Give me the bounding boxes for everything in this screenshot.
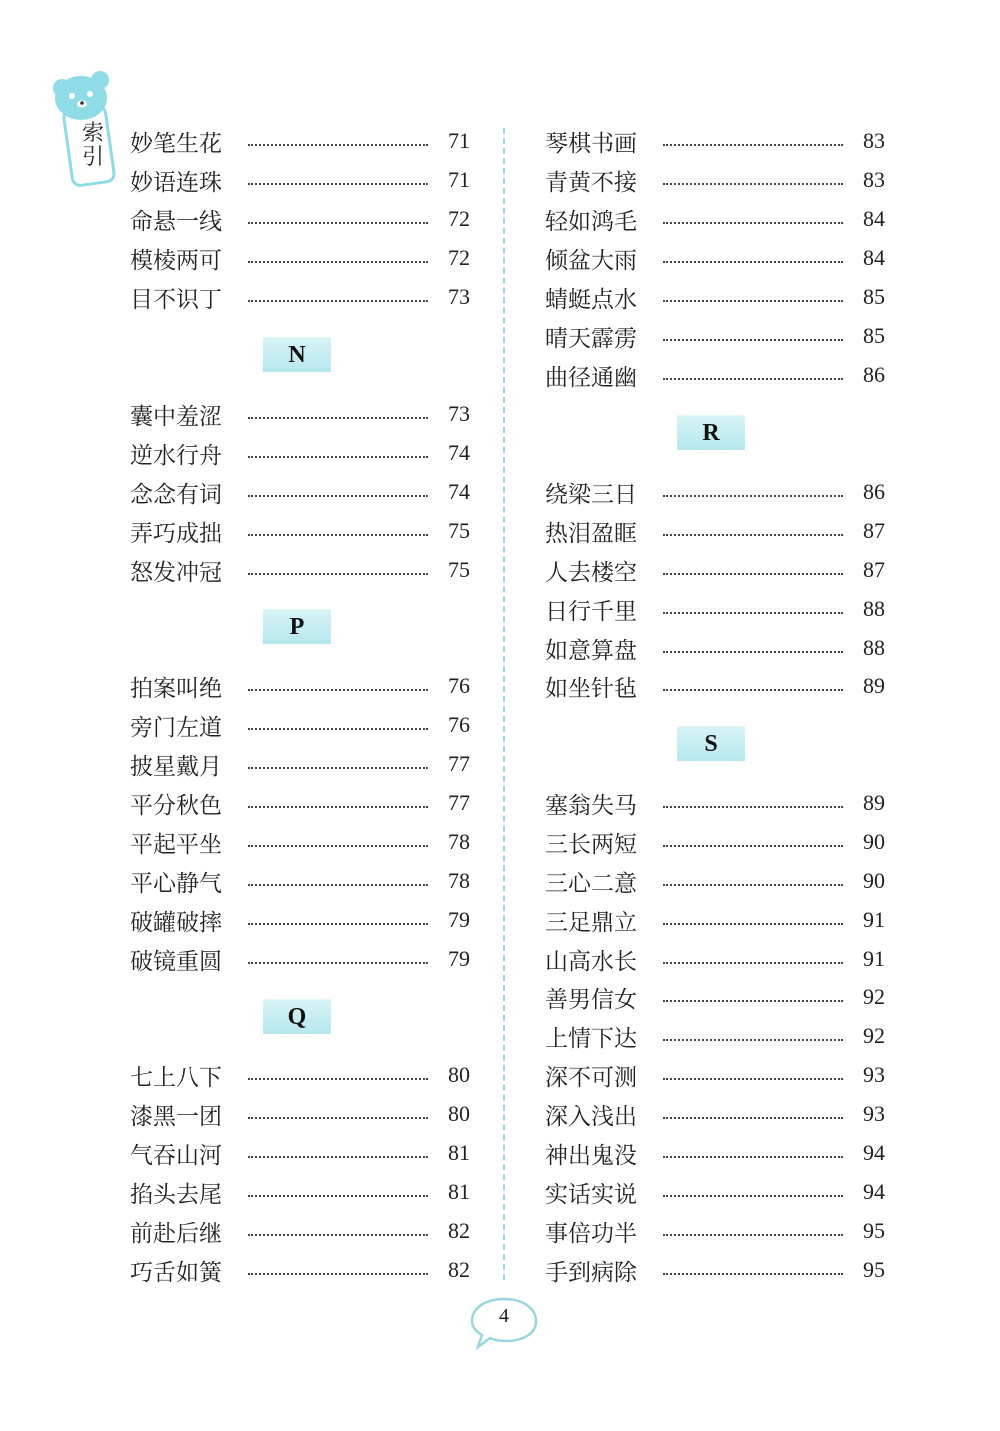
leader-dots [663,884,843,886]
entry-page: 90 [863,829,885,854]
entry-page: 94 [863,1140,885,1165]
entry-page: 87 [863,518,885,543]
entry-page: 75 [448,557,470,582]
index-entry[interactable] [130,552,470,588]
index-entry[interactable] [130,435,470,471]
leader-dots [248,144,428,146]
entry-term: 如坐针毡 [545,675,637,702]
index-entry[interactable] [130,1057,470,1093]
leader-dots [663,1000,843,1002]
entry-page: 88 [863,635,885,660]
entry-term: 三足鼎立 [545,909,637,936]
index-entry[interactable] [545,1018,885,1054]
leader-dots [663,1039,843,1041]
entry-page: 92 [863,984,885,1009]
entry-term: 山高水长 [545,948,637,975]
entry-term: 手到病除 [545,1259,637,1286]
entry-term: 平心静气 [130,870,222,897]
leader-dots [248,1117,428,1119]
index-entry[interactable] [545,1174,885,1210]
section-letter-s: S [677,726,745,761]
entry-page: 92 [863,1023,885,1048]
entry-page: 74 [448,479,470,504]
column-divider [503,128,505,1280]
leader-dots [663,612,843,614]
entry-page: 93 [863,1101,885,1126]
index-entry[interactable] [130,668,470,704]
index-entry[interactable] [545,318,885,354]
entry-term: 深入浅出 [545,1103,637,1130]
index-entry[interactable] [545,1096,885,1132]
leader-dots [663,1234,843,1236]
entry-term: 人去楼空 [545,559,637,586]
index-entry[interactable] [545,630,885,666]
leader-dots [663,962,843,964]
entry-page: 84 [863,206,885,231]
leader-dots [663,378,843,380]
entry-term: 深不可测 [545,1064,637,1091]
entry-page: 90 [863,868,885,893]
index-entry[interactable] [130,201,470,237]
leader-dots [248,962,428,964]
entry-term: 蜻蜓点水 [545,286,637,313]
index-entry[interactable] [130,941,470,977]
entry-term: 模棱两可 [130,247,222,274]
index-entry[interactable] [545,1057,885,1093]
index-entry[interactable] [130,1213,470,1249]
leader-dots [663,1156,843,1158]
leader-dots [663,845,843,847]
index-entry[interactable] [545,279,885,315]
leader-dots [248,1078,428,1080]
entry-page: 78 [448,829,470,854]
index-entry[interactable] [545,668,885,704]
entry-term: 前赴后继 [130,1220,222,1247]
entry-term: 三心二意 [545,870,637,897]
leader-dots [248,1156,428,1158]
leader-dots [663,339,843,341]
entry-term: 事倍功半 [545,1220,637,1247]
entry-term: 怒发冲冠 [130,559,222,586]
entry-term: 漆黑一团 [130,1103,222,1130]
index-entry[interactable] [130,863,470,899]
index-entry[interactable] [130,240,470,276]
entry-page: 86 [863,362,885,387]
index-entry[interactable] [130,1174,470,1210]
entry-term: 目不识丁 [130,286,222,313]
entry-page: 82 [448,1257,470,1282]
entry-term: 妙语连珠 [130,169,222,196]
entry-term: 上情下达 [545,1025,637,1052]
entry-term: 拍案叫绝 [130,675,222,702]
leader-dots [663,1273,843,1275]
entry-page: 74 [448,440,470,465]
index-entry[interactable] [545,162,885,198]
entry-page: 91 [863,907,885,932]
leader-dots [248,573,428,575]
entry-term: 平分秋色 [130,792,222,819]
leader-dots [248,689,428,691]
index-entry[interactable] [545,785,885,821]
index-entry[interactable] [130,824,470,860]
entry-page: 79 [448,907,470,932]
entry-page: 95 [863,1257,885,1282]
entry-page: 95 [863,1218,885,1243]
entry-term: 念念有词 [130,481,222,508]
leader-dots [663,651,843,653]
index-entry[interactable] [545,1213,885,1249]
entry-term: 囊中羞涩 [130,403,222,430]
entry-term: 轻如鸿毛 [545,208,637,235]
leader-dots [663,183,843,185]
entry-page: 80 [448,1101,470,1126]
leader-dots [663,923,843,925]
leader-dots [663,573,843,575]
entry-page: 82 [448,1218,470,1243]
section-letter-n: N [263,337,331,372]
index-entry[interactable] [545,941,885,977]
entry-term: 三长两短 [545,831,637,858]
entry-page: 87 [863,557,885,582]
section-letter-p: P [263,609,331,644]
index-entry[interactable] [545,201,885,237]
entry-page: 71 [448,128,470,153]
entry-term: 弄巧成拙 [130,520,222,547]
leader-dots [248,1273,428,1275]
entry-term: 逆水行舟 [130,442,222,469]
leader-dots [248,845,428,847]
entry-term: 巧舌如簧 [130,1259,222,1286]
entry-term: 善男信女 [545,986,637,1013]
leader-dots [248,183,428,185]
leader-dots [248,534,428,536]
index-entry[interactable] [545,863,885,899]
index-entry[interactable] [545,357,885,393]
entry-page: 89 [863,673,885,698]
entry-page: 94 [863,1179,885,1204]
index-entry[interactable] [130,785,470,821]
entry-page: 83 [863,167,885,192]
index-entry[interactable] [545,591,885,627]
index-entry[interactable] [545,979,885,1015]
entry-term: 曲径通幽 [545,364,637,391]
index-tab-label: 索引 [81,121,104,170]
entry-term: 如意算盘 [545,637,637,664]
entry-term: 披星戴月 [130,753,222,780]
entry-term: 掐头去尾 [130,1181,222,1208]
entry-term: 青黄不接 [545,169,637,196]
entry-page: 75 [448,518,470,543]
leader-dots [663,1078,843,1080]
leader-dots [248,261,428,263]
entry-page: 71 [448,167,470,192]
index-entry[interactable] [545,513,885,549]
leader-dots [248,728,428,730]
entry-page: 91 [863,946,885,971]
leader-dots [663,261,843,263]
entry-term: 命悬一线 [130,208,222,235]
entry-page: 84 [863,245,885,270]
leader-dots [248,222,428,224]
leader-dots [663,222,843,224]
entry-page: 86 [863,479,885,504]
entry-term: 倾盆大雨 [545,247,637,274]
leader-dots [663,1117,843,1119]
index-entry[interactable] [545,552,885,588]
index-entry[interactable] [130,902,470,938]
entry-page: 80 [448,1062,470,1087]
index-entry[interactable] [545,240,885,276]
entry-page: 89 [863,790,885,815]
entry-term: 琴棋书画 [545,130,637,157]
entry-page: 88 [863,596,885,621]
entry-term: 神出鬼没 [545,1142,637,1169]
entry-page: 73 [448,401,470,426]
entry-term: 气吞山河 [130,1142,222,1169]
leader-dots [663,495,843,497]
entry-page: 85 [863,323,885,348]
index-entry[interactable] [130,123,470,159]
leader-dots [248,884,428,886]
index-entry[interactable] [545,1135,885,1171]
leader-dots [248,1195,428,1197]
entry-term: 平起平坐 [130,831,222,858]
entry-page: 76 [448,673,470,698]
leader-dots [248,1234,428,1236]
entry-page: 77 [448,790,470,815]
entry-page: 76 [448,712,470,737]
entry-term: 日行千里 [545,598,637,625]
leader-dots [663,806,843,808]
index-entry[interactable] [130,396,470,432]
leader-dots [248,923,428,925]
entry-term: 塞翁失马 [545,792,637,819]
leader-dots [248,456,428,458]
leader-dots [663,1195,843,1197]
leader-dots [248,495,428,497]
entry-term: 旁门左道 [130,714,222,741]
entry-term: 绕梁三日 [545,481,637,508]
index-entry[interactable] [545,824,885,860]
entry-page: 78 [448,868,470,893]
entry-page: 72 [448,206,470,231]
entry-page: 72 [448,245,470,270]
index-entry[interactable] [130,1135,470,1171]
entry-page: 77 [448,751,470,776]
entry-page: 85 [863,284,885,309]
leader-dots [663,300,843,302]
leader-dots [663,144,843,146]
entry-term: 晴天霹雳 [545,325,637,352]
entry-page: 73 [448,284,470,309]
entry-page: 81 [448,1179,470,1204]
entry-term: 七上八下 [130,1064,222,1091]
index-entry[interactable] [130,513,470,549]
leader-dots [248,806,428,808]
section-letter-r: R [677,415,745,450]
leader-dots [663,534,843,536]
leader-dots [248,767,428,769]
index-entry[interactable] [130,746,470,782]
entry-term: 实话实说 [545,1181,637,1208]
entry-page: 83 [863,128,885,153]
entry-page: 79 [448,946,470,971]
page-number: 4 [499,1305,509,1327]
index-entry[interactable] [545,1252,885,1288]
leader-dots [248,417,428,419]
entry-term: 妙笔生花 [130,130,222,157]
index-entry[interactable] [130,707,470,743]
index-entry[interactable] [545,474,885,510]
entry-term: 热泪盈眶 [545,520,637,547]
index-entry[interactable] [130,1252,470,1288]
index-entry[interactable] [130,474,470,510]
section-letter-q: Q [263,999,331,1034]
index-entry[interactable] [130,279,470,315]
index-entry[interactable] [130,1096,470,1132]
entry-term: 破罐破摔 [130,909,222,936]
index-entry[interactable] [545,902,885,938]
leader-dots [663,689,843,691]
entry-term: 破镜重圆 [130,948,222,975]
index-entry[interactable] [545,123,885,159]
entry-page: 81 [448,1140,470,1165]
leader-dots [248,300,428,302]
index-entry[interactable] [130,162,470,198]
entry-page: 93 [863,1062,885,1087]
